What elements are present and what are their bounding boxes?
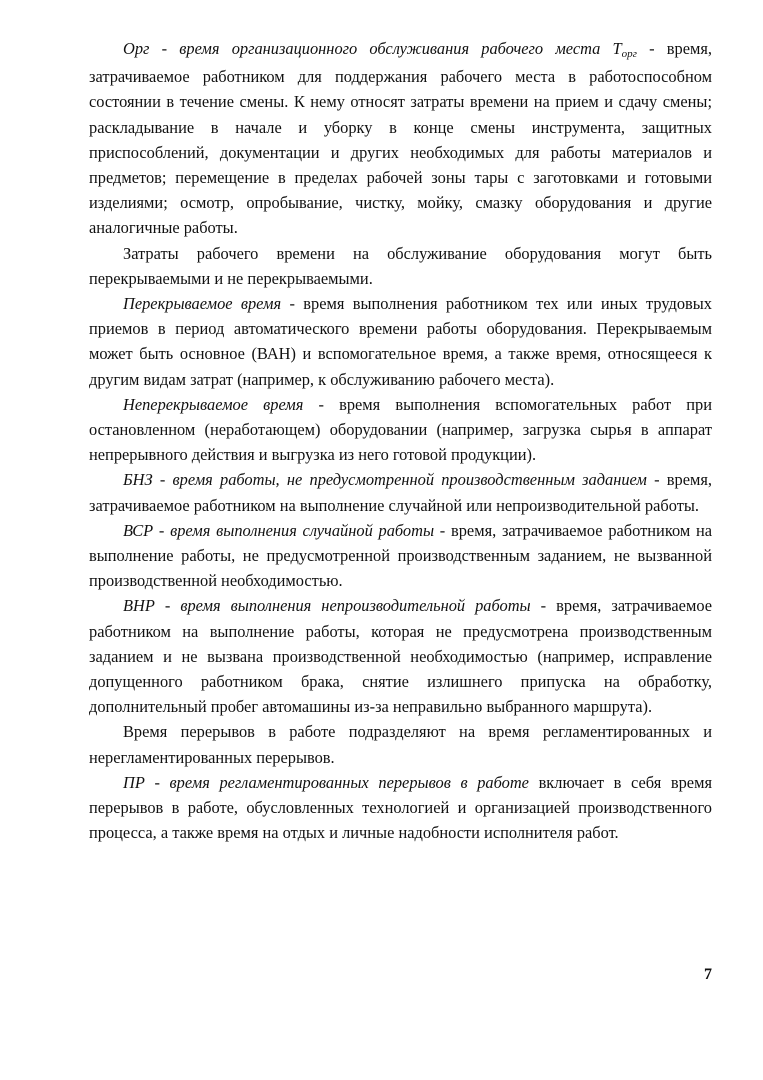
term-org-time-subscript: орг [621, 48, 637, 60]
paragraph-overlapped-time [89, 291, 712, 392]
paragraph-pr [89, 770, 712, 846]
term-non-overlapped-time: Неперекрываемое время [123, 394, 304, 414]
term-org-time: Орг - время организационного обслуживания рабочего места T [123, 39, 622, 58]
paragraph-bnz [89, 467, 712, 517]
page-number: 7 [704, 966, 712, 983]
paragraph-non-overlapped-time-text: - время выполнения вспомогательных работ при остановленном (неработающем) оборудовании (например, загрузка сырья в аппарат непрерывного действия и выгрузка из него готовой продукции). [89, 394, 712, 465]
paragraph-maintenance-costs-text: Затраты рабочего времени на обслуживание оборудования могут быть перекрываемыми и не перекрываемыми. [89, 243, 712, 288]
paragraph-breaks [89, 719, 712, 769]
term-vsr: ВСР - время выполнения случайной работы [123, 520, 435, 540]
paragraph-non-overlapped-time [89, 392, 712, 468]
paragraph-breaks-text: Время перерывов в работе подразделяют на время регламентированных и нерегламентированных перерывов. [89, 722, 712, 767]
paragraph-bnz-text: - время, затрачиваемое работником на выполнение случайной или непроизводительной работы. [89, 470, 712, 515]
paragraph-vnr [89, 593, 712, 719]
paragraph-vsr [89, 518, 712, 594]
term-pr: ПР - время регламентированных перерывов в работе [123, 772, 529, 792]
paragraph-maintenance-costs [89, 241, 712, 291]
paragraph-vsr-text: - время, затрачиваемое работником на выполнение работы, не предусмотренной производственным заданием, не вызванной производственной необходимостью. [89, 520, 712, 591]
term-overlapped-time: Перекрываемое время [123, 294, 282, 314]
paragraph-pr-text: включает в себя время перерывов в работе, обусловленных технологией и организацией производственного процесса, а также время на отдых и личные надобности исполнителя работ. [89, 772, 712, 843]
term-bnz: БНЗ - время работы, не предусмотренной производственным заданием [123, 470, 647, 490]
document-body [89, 36, 712, 846]
paragraph-org-time [89, 36, 712, 241]
term-vnr: ВНР - время выполнения непроизводительной работы [123, 596, 531, 616]
paragraph-vnr-text: - время, затрачиваемое работником на выполнение работы, которая не предусмотрена производственным заданием и не вызвана производственной необходимостью (например, исправление допущенного работником брака, снятие излишнего припуска на обработку, дополнительный пробег автомашины из-за неправильно выбранного маршрута). [89, 596, 712, 717]
paragraph-overlapped-time-text: - время выполнения работником тех или иных трудовых приемов в период автоматического времени работы оборудования. Перекрываемым может быть основное (ВАН) и вспомогательное время, а также время, относящееся к другим видам затрат (например, к обслуживанию рабочего места). [89, 294, 712, 389]
paragraph-org-time-text: - время, затрачиваемое работником для поддержания рабочего места в работоспособном состоянии в течение смены. К нему относят затраты времени на прием и сдачу смены; раскладывание в начале и уборку в конце смены инструмента, защитных приспособлений, документации и других необходимых для работы материалов и предметов; перемещение в пределах рабочей зоны тары с заготовками и готовыми изделиями; осмотр, опробывание, чистку, мойку, смазку оборудования и другие аналогичные работы. [89, 39, 712, 238]
